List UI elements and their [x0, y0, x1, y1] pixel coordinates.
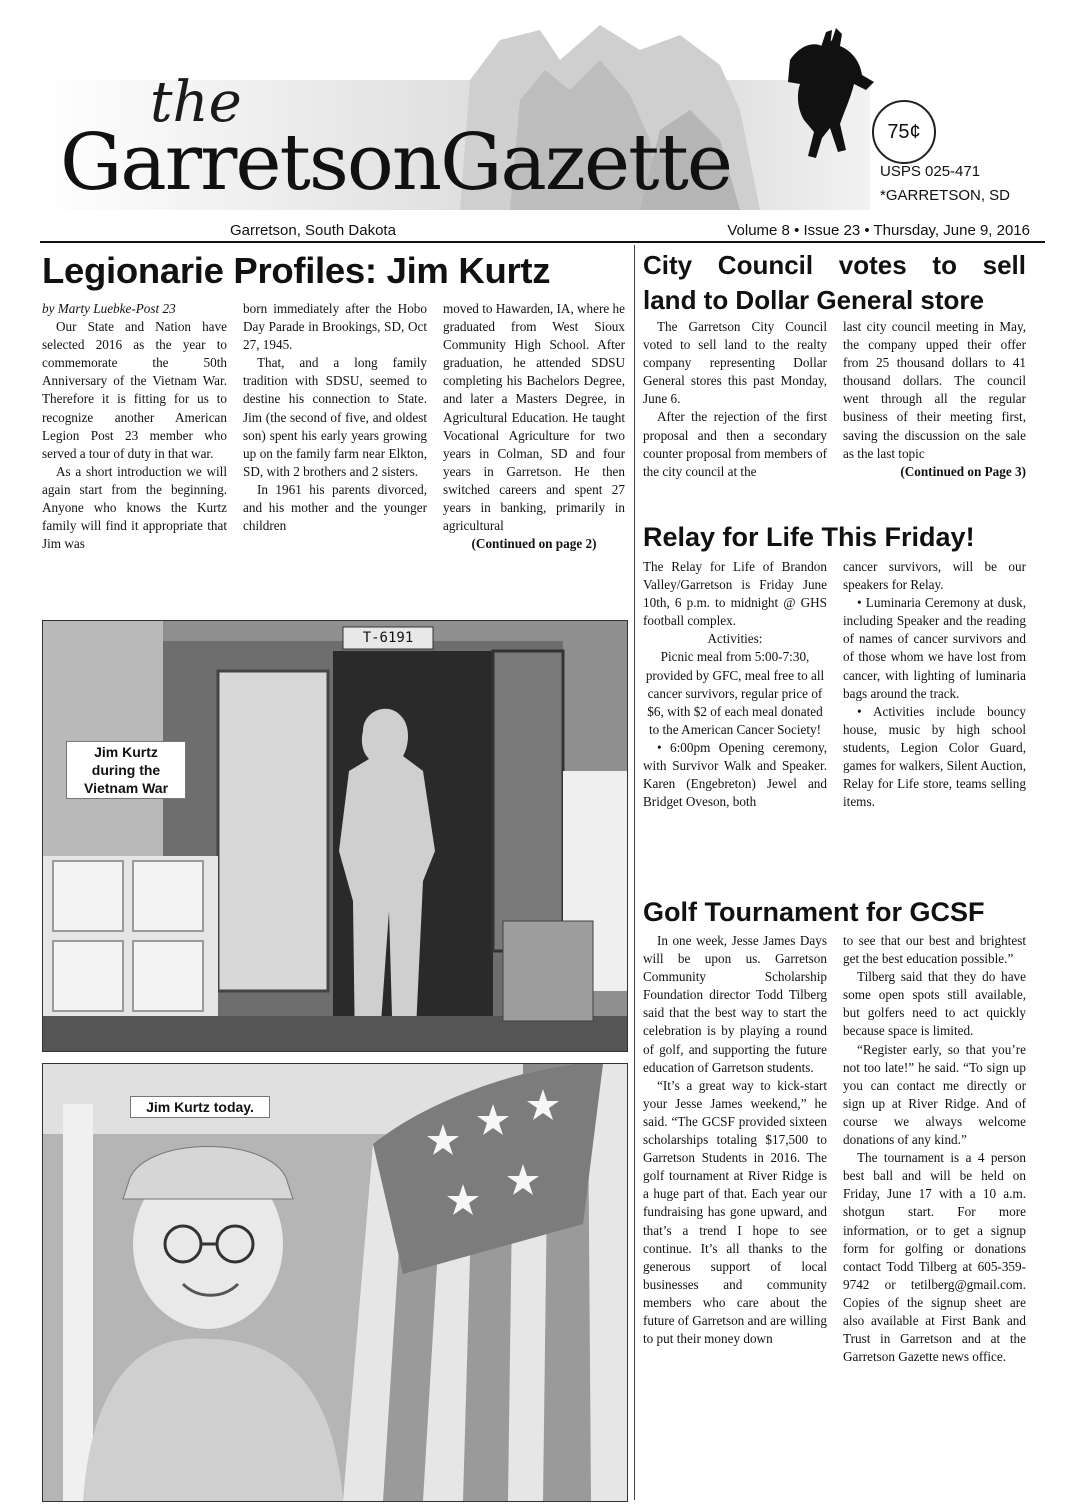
article3-picnic: Picnic meal from 5:00-7:30, provided by GFC, meal free to all cancer survivors, regular price of $6, with $2 of each meal donated to the American Cancer Society!	[645, 649, 825, 737]
building-sign: T-6191	[362, 630, 414, 646]
article1-headline: Legionarie Profiles: Jim Kurtz	[42, 250, 551, 291]
article2-column-2	[843, 318, 1026, 481]
photo-jim-kurtz-today	[42, 1063, 628, 1502]
article4-paragraph: Tilberg said that they do have some open spots still available, but golfers need to act quickly because space is limited.	[843, 969, 1026, 1039]
photo1-caption: Jim Kurtz during the Vietnam War	[66, 741, 186, 799]
article3-paragraph: • Activities include bouncy house, music by high school students, Legion Color Guard, games for walkers, Silent Auction, Relay for Life store, teams selling items.	[843, 703, 1026, 810]
article1-paragraph: As a short introduction we will again start from the beginning. Anyone who knows the Kurtz family will find it appropriate that Jim was	[42, 463, 227, 552]
article4-paragraph: to see that our best and brightest get the best education possible.”	[843, 933, 1026, 967]
mailing-location: *GARRETSON, SD	[880, 187, 1011, 204]
article1-paragraph: moved to Hawarden, IA, where he graduated from West Sioux Community High School. After graduation, he attended SDSU completing his Bachelors Degree, and later a Masters Degree, in Agricultural Education. He taught Vocational Agriculture for two years in Colman, SD and four years in Garretson. He then switched careers and spent 27 years in banking, primarily in agricultural	[443, 301, 625, 534]
article3-activities-label: Activities:	[707, 631, 763, 647]
article2-paragraph: After the rejection of the first proposal and then a secondary counter proposal from members of the city council at the	[643, 409, 827, 479]
article1-column-2	[243, 300, 427, 535]
article3-column-2	[843, 558, 1026, 811]
dateline-place: Garretson, South Dakota	[230, 222, 396, 239]
article3-ceremony: • 6:00pm Opening ceremony, with Survivor Walk and Speaker. Karen (Engebreton) Jewel and Bridget Oveson, both	[643, 739, 827, 810]
article4-paragraph: “It’s a great way to kick-start your Jesse James weekend,” he said. “The GCSF provided sixteen scholarships totaling $17,500 to Garretson Students in 2016. The golf tournament at River Ridge is a huge part of that. Each year our fundraising has gone upward, and that’s a trend I hope to see continue. It’s all thanks to the generous support of local businesses and community members who care about the future of Garretson and are willing to put their money down	[643, 1077, 827, 1347]
masthead-the: the	[150, 70, 242, 135]
masthead-rule	[40, 241, 1045, 243]
article4-column-1	[643, 932, 827, 1348]
article3-paragraph: • Luminaria Ceremony at dusk, including Speaker and the reading of names of cancer survivors and of those whom we have lost from cancer, with lighting of luminaria bags around the track.	[843, 595, 1026, 701]
article3-headline: Relay for Life This Friday!	[643, 522, 975, 552]
article4-column-2	[843, 932, 1026, 1366]
article2-headline-line1: City Council votes to sell	[643, 250, 1026, 280]
article2-paragraph: The Garretson City Council voted to sell land to the realty company representing Dollar General stores this past Monday, June 6.	[643, 319, 827, 407]
article4-headline: Golf Tournament for GCSF	[643, 897, 985, 927]
article1-paragraph: That, and a long family tradition with SDSU, seemed to destine his connection to State. Jim (the second of five, and oldest son) spent his early years growing up on the family farm near Elkton, SD, with 2 brothers and 2 sisters.	[243, 355, 427, 479]
article1-column-3	[443, 300, 625, 553]
price-badge: 75¢	[872, 100, 936, 164]
dateline-issue: Volume 8 • Issue 23 • Thursday, June 9, 2016	[727, 222, 1030, 239]
article2-column-1	[643, 318, 827, 481]
usps-number: USPS 025-471	[880, 163, 981, 180]
article1-column-1	[42, 300, 227, 553]
article4-paragraph: In one week, Jesse James Days will be upon us. Garretson Community Scholarship Foundation director Todd Tilberg said that the best way to start the celebration is by playing a round of golf, and supporting the future education of Garretson students.	[643, 933, 827, 1075]
article1-byline: by Marty Luebke-Post 23	[42, 301, 176, 316]
article1-paragraph: Our State and Nation have selected 2016 as the year to commemorate the 50th Anniversary of the Vietnam War. Therefore it is fitting for us to recognize another American Legion Post 23 member who served a tour of duty in that war.	[42, 319, 227, 461]
article4-paragraph: The tournament is a 4 person best ball and will be held on Friday, June 17 with a 10 a.m. shotgun start. For more information, or to get a signup form for golfing or donations contact Todd Tilberg at 605-359-9742 or tetilberg@gmail.com. Copies of the signup sheet are also available at First Bank and Trust in Garretson and at the Garretson Gazette news office.	[843, 1150, 1026, 1365]
article1-continued: (Continued on page 2)	[471, 536, 597, 552]
paper-name: GarretsonGazette	[60, 118, 732, 208]
horse-rider-logo	[770, 20, 880, 160]
dateline	[40, 222, 1045, 240]
article2-paragraph: last city council meeting in May, the company upped their offer from 25 thousand dollars to 41 thousand dollars. The council went through all the regular business of their meeting first, saving the discussion on the sale as the last topic	[843, 319, 1026, 461]
article2-headline-line2: land to Dollar General store	[643, 285, 984, 315]
column-divider	[634, 245, 635, 1500]
photo2-caption: Jim Kurtz today.	[130, 1096, 270, 1118]
article3-intro: The Relay for Life of Brandon Valley/Garretson is Friday June 10th, 6 p.m. to midnight @ GHS football complex.	[643, 559, 827, 629]
article2-continued: (Continued on Page 3)	[900, 463, 1026, 479]
article3-column-1	[643, 558, 827, 811]
article4-paragraph: “Register early, so that you’re not too late!” he said. “To sign up you can contact me directly or sign up at River Ridge. And of course we always welcome donations of any kind.”	[843, 1041, 1026, 1148]
usps-info	[880, 160, 1010, 208]
article1-paragraph: born immediately after the Hobo Day Parade in Brookings, SD, Oct 27, 1945.	[243, 301, 427, 353]
article3-paragraph: cancer survivors, will be our speakers for Relay.	[843, 559, 1026, 593]
article1-paragraph: In 1961 his parents divorced, and his mother and the younger children	[243, 481, 427, 534]
photo-jim-kurtz-vietnam	[42, 620, 628, 1052]
